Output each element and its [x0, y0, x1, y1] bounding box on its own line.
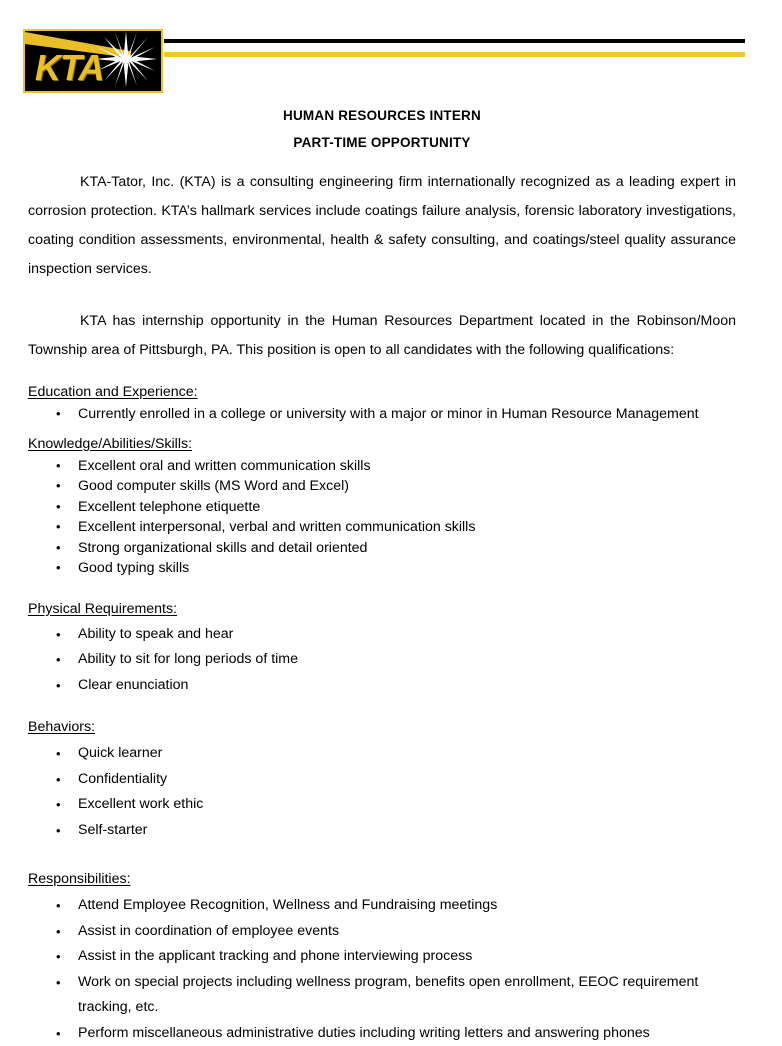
section-heading: Knowledge/Abilities/Skills:: [28, 434, 742, 454]
page-subtitle: PART-TIME OPPORTUNITY: [0, 123, 782, 150]
bullet-list: [28, 889, 742, 1046]
section-knowledge-abilities-skills: [0, 425, 782, 579]
list-item: • Quick learner: [28, 741, 742, 767]
list-item: • Perform miscellaneous administrative duties including writing letters and answering phones: [28, 1021, 742, 1046]
list-item: • Assist in the applicant tracking and phone interviewing process: [28, 944, 742, 970]
list-item: • Excellent interpersonal, verbal and written communication skills: [28, 517, 742, 538]
opportunity-paragraph: KTA has internship opportunity in the Human Resources Department located in the Robinson/Moon Township area of Pittsburgh, PA. This position is open to all candidates with the following qualifications:: [0, 284, 782, 365]
section-heading: Education and Experience:: [28, 382, 742, 402]
list-item: • Work on special projects including wellness program, benefits open enrollment, EEOC requirement tracking, etc.: [28, 970, 742, 1021]
list-item: • Good computer skills (MS Word and Excel): [28, 476, 742, 497]
letterhead: [0, 0, 782, 100]
bullet-list: [28, 619, 742, 699]
list-item: • Attend Employee Recognition, Wellness and Fundraising meetings: [28, 893, 742, 919]
section-heading: Physical Requirements:: [28, 599, 742, 619]
section-heading: Behaviors:: [28, 717, 742, 737]
list-item: • Excellent oral and written communication skills: [28, 456, 742, 477]
list-item: • Excellent telephone etiquette: [28, 497, 742, 518]
section-physical-requirements: [0, 579, 782, 699]
section-behaviors: [0, 698, 782, 843]
page-title: HUMAN RESOURCES INTERN: [0, 100, 782, 123]
list-item: • Good typing skills: [28, 558, 742, 579]
list-item: • Excellent work ethic: [28, 792, 742, 818]
bullet-list: [28, 454, 742, 579]
list-item: • Currently enrolled in a college or university with a major or minor in Human Resource Management: [28, 404, 742, 425]
list-item: • Assist in coordination of employee events: [28, 919, 742, 945]
list-item: • Self-starter: [28, 818, 742, 844]
section-heading: Responsibilities:: [28, 869, 742, 889]
list-item: • Strong organizational skills and detail oriented: [28, 538, 742, 559]
kta-logo: [23, 29, 163, 93]
section-responsibilities: [0, 843, 782, 1046]
bullet-list: [28, 402, 742, 425]
bullet-list: [28, 737, 742, 843]
document-body: [0, 100, 782, 1046]
list-item: • Confidentiality: [28, 767, 742, 793]
intro-paragraph: KTA-Tator, Inc. (KTA) is a consulting engineering firm internationally recognized as a leading expert in corrosion protection. KTA’s hallmark services include coatings failure analysis, forensic laboratory investigations, coating condition assessments, environmental, health & safety consulting, and coatings/steel quality assurance inspection services.: [0, 150, 782, 284]
list-item: • Ability to speak and hear: [28, 622, 742, 648]
header-rule-gold: [164, 52, 745, 57]
list-item: • Clear enunciation: [28, 673, 742, 699]
list-item: • Ability to sit for long periods of time: [28, 647, 742, 673]
header-rule-black: [164, 39, 745, 43]
section-education-and-experience: [0, 365, 782, 425]
logo-wordmark: KTA: [35, 48, 155, 88]
